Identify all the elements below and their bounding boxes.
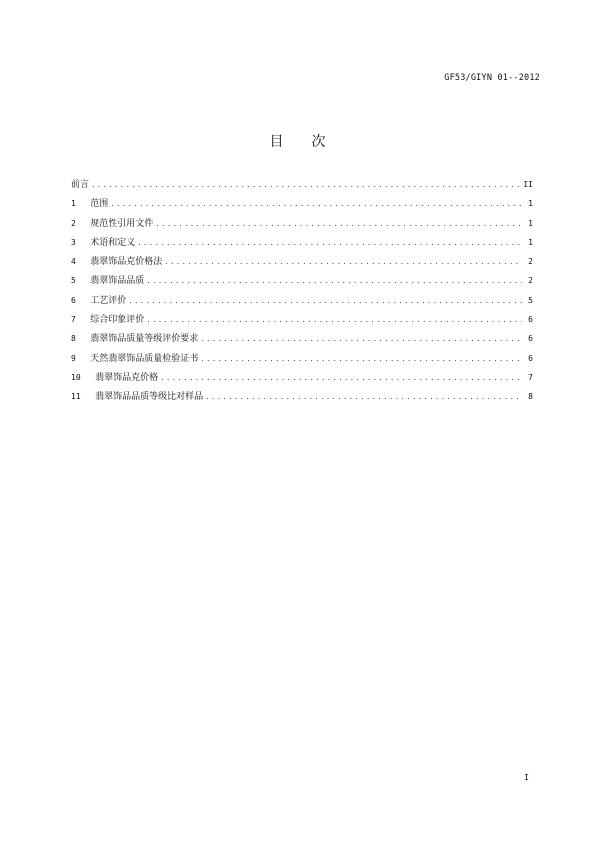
toc-entry-label: 范围: [90, 199, 109, 210]
toc-entry-page: II: [523, 180, 533, 189]
toc-leader-dots: [161, 372, 522, 384]
toc-entry-page: 1: [528, 237, 533, 247]
toc-entry-8[interactable]: [71, 333, 533, 352]
toc-entry-page: 1: [528, 218, 533, 228]
toc-entry-number: 6: [71, 295, 76, 305]
toc-entry-page: 1: [528, 199, 533, 209]
toc-entry-label: 翡翠饰品品质等级比对样品: [95, 392, 204, 403]
toc-entry-9[interactable]: [71, 353, 533, 372]
toc-entry-page: 6: [528, 334, 533, 344]
toc-entry-number: 1: [71, 199, 76, 209]
toc-entry-number: 10: [71, 372, 81, 382]
toc-entry-number: 2: [71, 218, 76, 228]
page-number: I: [524, 773, 529, 782]
toc-entry-label: 翡翠饰品质量等级评价要求: [90, 334, 199, 345]
toc-entry-number: 7: [71, 315, 76, 325]
toc-entry-number: 5: [71, 276, 76, 286]
toc-entry-page: 7: [528, 372, 533, 382]
toc-entry-page: 6: [528, 353, 533, 363]
toc-entry-label: 术语和定义: [90, 237, 136, 248]
toc-entry-11[interactable]: [71, 391, 533, 410]
toc-entry-label: 前言: [71, 180, 90, 190]
toc-leader-dots: [111, 198, 522, 210]
toc-entry-label: 翡翠饰品克价格: [95, 372, 159, 383]
toc-leader-dots: [138, 237, 522, 249]
toc-entry-page: 8: [528, 392, 533, 402]
table-of-contents: [71, 179, 533, 411]
toc-entry-label: 翡翠饰品品质: [90, 276, 145, 287]
toc-entry-number: 8: [71, 334, 76, 344]
toc-leader-dots: [147, 275, 522, 287]
toc-entry-1[interactable]: [71, 198, 533, 217]
toc-entry-2[interactable]: [71, 218, 533, 237]
toc-leader-dots: [201, 353, 522, 365]
toc-entry-page: 6: [528, 315, 533, 325]
toc-title: 目次: [269, 134, 354, 150]
toc-entry-label: 天然翡翠饰品质量检验证书: [90, 353, 199, 364]
toc-leader-dots: [165, 256, 522, 268]
toc-entry-3[interactable]: [71, 237, 533, 256]
toc-entry-7[interactable]: [71, 314, 533, 333]
toc-leader-dots: [147, 314, 522, 326]
toc-entry-4[interactable]: [71, 256, 533, 275]
toc-entry-5[interactable]: [71, 275, 533, 294]
toc-entry-label: 规范性引用文件: [90, 218, 154, 229]
toc-leader-dots: [129, 295, 522, 307]
toc-entry-page: 2: [528, 276, 533, 286]
toc-leader-dots: [92, 179, 520, 191]
toc-entry-number: 9: [71, 353, 76, 363]
toc-entry-label: 工艺评价: [90, 295, 127, 306]
toc-entry-6[interactable]: [71, 295, 533, 314]
toc-entry-label: 综合印象评价: [90, 315, 145, 326]
toc-entry-foreword[interactable]: [71, 179, 533, 198]
toc-entry-page: 2: [528, 257, 533, 267]
toc-leader-dots: [201, 333, 522, 345]
toc-entry-number: 3: [71, 237, 76, 247]
toc-leader-dots: [206, 391, 522, 403]
toc-entry-number: 4: [71, 257, 76, 267]
toc-entry-number: 11: [71, 392, 81, 402]
document-code: GF53/GIYN 01--2012: [444, 73, 540, 83]
toc-entry-10[interactable]: [71, 372, 533, 391]
toc-entry-page: 5: [528, 295, 533, 305]
toc-entry-label: 翡翠饰品克价格法: [90, 257, 163, 268]
toc-leader-dots: [156, 218, 522, 230]
